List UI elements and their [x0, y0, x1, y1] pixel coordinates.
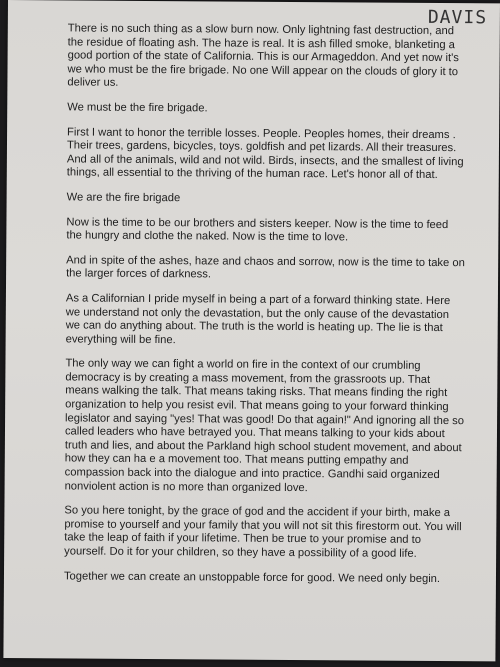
paragraph: First I want to honor the terrible losses. People. Peoples homes, their dreams . Their trees, gardens, bicycles, toys. goldfish and pet lizards. All their treasures. And all of the animals, wild and not wild. Birds, insects, and the smallest of living things, all essential to the thriving of the human race. Let's honor all of that. [66, 125, 464, 182]
speech-body [64, 22, 468, 597]
handwritten-author-name: DAVIS [427, 6, 488, 29]
paragraph: As a Californian I pride myself in being a part of a forward thinking state. Here we understand not only the devastation, but the only cause of the devastation we can do anything about. The truth is the world is heating up. The lie is that everything will be fine. [65, 292, 451, 346]
paper-sheet [3, 0, 500, 661]
paragraph: There is no such thing as a slow burn now. Only lightning fast destruction, and the residue of floating ash. The haze is real. It is ash filled smoke, blanketing a good portion of the state of California. This is our Armageddon. And yet now it's we who must be the fire brigade. No one Will appear on the clouds of glory it to deliver us. [67, 22, 459, 90]
paragraph: So you here tonight, by the grace of god and the accident if your birth, make a promise to yourself and your family that you will not sit this firestorm out. You will take the leap of faith if your lifetime. Then be true to your promise and to yourself. Do it for your children, so they have a possibility of a good life. [64, 504, 462, 560]
paragraph: We are the fire brigade [66, 191, 181, 205]
paragraph: And in spite of the ashes, haze and chaos and sorrow, now is the time to take on the larger forces of darkness. [66, 254, 465, 281]
paragraph: The only way we can fight a world on fire in the context of our crumbling democracy is by creating a mass movement, from the grassroots up. That means walking the talk. That means taking risks. That means finding the right organization to help you resist evil. That means going to your forward thinking legislator and saying "yes! That was good! Do that again!" And ignoring all the so called leaders who have betrayed you. That means talking to your kids about truth and lies, and about the Parkland high school student movement, and about how they can ha e a movement too. That means putting empathy and compassion back into the dialogue and into practice. Gandhi said organized nonviolent action is no more than organized love. [64, 357, 465, 494]
paragraph: We must be the fire brigade. [67, 101, 208, 115]
paragraph: Now is the time to be our brothers and sisters keeper. Now is the time to feed the hungry and clothe the naked. Now is the time to love. [66, 215, 449, 244]
paragraph: Together we can create an unstoppable force for good. We need only begin. [63, 569, 441, 585]
